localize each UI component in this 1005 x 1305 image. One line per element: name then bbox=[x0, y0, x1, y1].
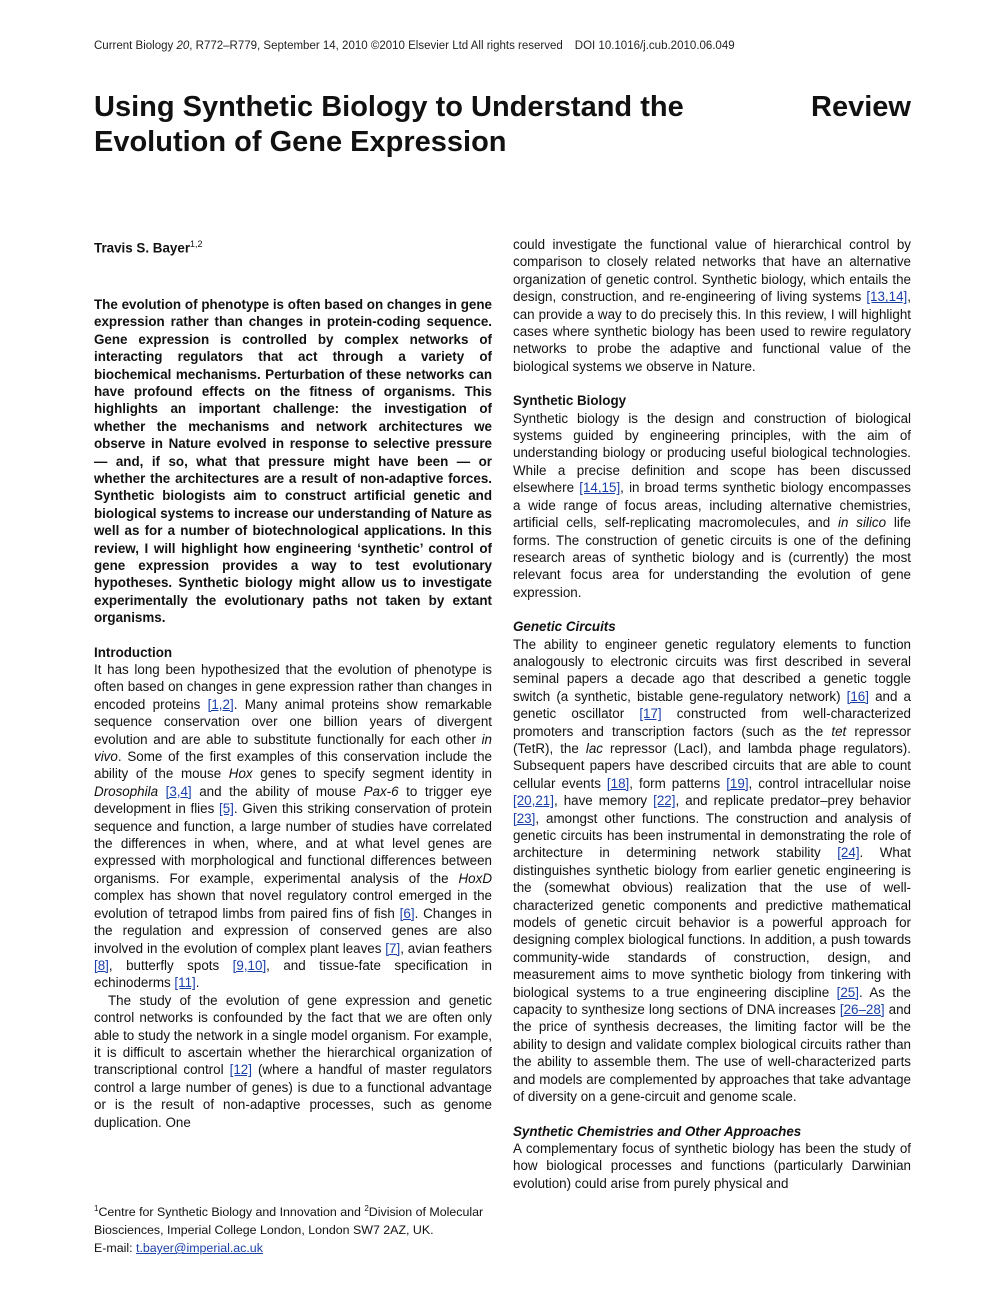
citation-link[interactable]: [25] bbox=[836, 984, 859, 1000]
article-type: Review bbox=[811, 91, 911, 123]
affiliation-marker: 2 bbox=[364, 1204, 369, 1213]
text-run: and the ability of mouse bbox=[191, 783, 364, 799]
author-name: Travis S. Bayer bbox=[94, 240, 191, 256]
italic-term: HoxD bbox=[458, 870, 492, 886]
text-run: . What distinguishes synthetic biology from earlier genetic engineering is the (somewhat obvious) realization that the use of well-characterized genetic components and predictive mathematical models of genetic circuit behavior is a powerful approach for designing complex biological functions. In addition, a push towards community-wide standards of construction, design, and measurement aims to move synthetic biology from tinkering with biological systems to a true engineering discipline bbox=[513, 845, 911, 1000]
text-run: genes to specify segment identity in bbox=[252, 766, 492, 782]
citation-link[interactable]: [20,21] bbox=[513, 793, 554, 809]
citation-link[interactable]: [16] bbox=[846, 688, 869, 704]
introduction-paragraph-2 bbox=[94, 992, 492, 1131]
journal-header bbox=[94, 40, 794, 52]
text-run: , and replicate predator–prey behavior bbox=[675, 793, 911, 809]
left-column bbox=[94, 236, 492, 1131]
italic-term: in silico bbox=[838, 515, 887, 531]
text-run: constructed from well-characterized promoters and transcription factors (such as the bbox=[513, 706, 911, 739]
text-run: and the price of synthesis decreases, the limiting factor will be the ability to design and validate complex biological circuits rather than the ability to assemble them. The use of well-characterized parts and models are complemented by approaches that take advantage of diversity on a gene-circuit and genome scale. bbox=[513, 1002, 911, 1105]
journal-volume: 20 bbox=[176, 40, 190, 52]
citation-link[interactable]: [5] bbox=[218, 801, 234, 817]
text-run: (where a handful of master regulators control a large number of genes) is due to a functional advantage or is the result of non-adaptive processes, such as genome duplication. One bbox=[94, 1062, 492, 1130]
text-run: . As the capacity to synthesize long sections of DNA increases bbox=[513, 984, 911, 1018]
author-email-link[interactable]: t.bayer@imperial.ac.uk bbox=[136, 1241, 263, 1256]
text-run: , control intracellular noise bbox=[748, 775, 911, 791]
text-run: life forms. The construction of genetic circuits is one of the defining research areas of synthetic biology and is (currently) the most relevant focus area for understanding the evolution of gene expression. bbox=[513, 515, 911, 600]
introduction-heading: Introduction bbox=[94, 644, 173, 660]
italic-term: tet bbox=[831, 723, 847, 739]
text-run: . Some of the first examples of this conservation include the ability of the mouse bbox=[94, 749, 492, 782]
intro-continuation bbox=[513, 236, 911, 375]
synthetic-biology-paragraph bbox=[513, 410, 911, 601]
text-run: The study of the evolution of gene expression and genetic control networks is confounded by the fact that we are often only able to study the network in a single model organism. For example, it is difficult to ascertain whether the hierarchical organization of transcriptional control bbox=[94, 992, 492, 1078]
citation-link[interactable]: [22] bbox=[653, 793, 676, 809]
introduction-paragraph-1 bbox=[94, 661, 492, 992]
text-run: It has long been hypothesized that the evolution of phenotype is often based on changes in gene expression rather than changes in encoded proteins bbox=[94, 662, 492, 712]
citation-link[interactable]: [19] bbox=[726, 775, 749, 791]
journal-name: Current Biology bbox=[94, 40, 174, 52]
copyright: ©2010 Elsevier Ltd All rights reserved bbox=[370, 40, 563, 52]
citation-link[interactable]: [3,4] bbox=[165, 783, 192, 799]
genetic-circuits-heading: Genetic Circuits bbox=[513, 619, 616, 635]
italic-term: lac bbox=[585, 740, 603, 756]
affiliation-text: Centre for Synthetic Biology and Innovation and bbox=[98, 1205, 365, 1220]
citation-link[interactable]: [17] bbox=[639, 706, 662, 722]
citation-link[interactable]: [1,2] bbox=[207, 696, 234, 712]
email-label: E-mail: bbox=[94, 1241, 136, 1256]
text-run: , avian feathers bbox=[400, 940, 492, 956]
citation-link[interactable]: [13,14] bbox=[866, 289, 908, 305]
synthetic-biology-heading: Synthetic Biology bbox=[513, 393, 627, 409]
affiliation-marker: 1 bbox=[94, 1204, 99, 1213]
text-run: , and tissue-fate specification in echinoderms bbox=[94, 957, 492, 991]
italic-term: Drosophila bbox=[94, 783, 159, 799]
text-run: . Given this striking conservation of protein sequence and function, a large number of studies have correlated the differences in when, where, and at what level genes are expressed with morphological and functional differences between organisms. For example, experimental analysis of the bbox=[94, 801, 492, 886]
text-run: to trigger eye development in flies bbox=[94, 783, 493, 817]
text-run: , amongst other functions. The construction and analysis of genetic circuits has been instrumental in demonstrating the role of architecture in determining network stability bbox=[513, 810, 911, 861]
author-line bbox=[94, 236, 492, 257]
citation-link[interactable]: [26–28] bbox=[839, 1002, 885, 1018]
citation-link[interactable]: [12] bbox=[229, 1062, 252, 1078]
text-run: repressor (TetR), the bbox=[513, 723, 911, 756]
citation-link[interactable]: [6] bbox=[399, 905, 415, 921]
text-run: , butterfly spots bbox=[108, 957, 233, 973]
text-run: The ability to engineer genetic regulatory elements to function analogously to electronic circuits was first described in several seminal papers a decade ago that described a genetic toggle switch (a synthetic, bistable gene-regulatory network) bbox=[513, 636, 911, 704]
text-run: , form patterns bbox=[629, 775, 727, 791]
text-run bbox=[158, 784, 166, 799]
right-column bbox=[513, 236, 911, 1192]
author-affiliation-markers: 1,2 bbox=[190, 239, 203, 249]
text-run: . Changes in the regulation and expression of conserved genes are also involved in the evolution of complex plant leaves bbox=[94, 905, 493, 956]
synthetic-chemistries-heading: Synthetic Chemistries and Other Approaches bbox=[513, 1123, 802, 1139]
journal-pages: , R772–R779, September 14, 2010 bbox=[189, 40, 368, 52]
citation-link[interactable]: [11] bbox=[174, 975, 196, 991]
text-run: and a genetic oscillator bbox=[513, 688, 911, 722]
affiliation-text: Division of Molecular Biosciences, Imperial College London, London SW7 2AZ, UK. bbox=[94, 1205, 484, 1238]
italic-term: Pax-6 bbox=[363, 783, 399, 799]
synthetic-chemistries-paragraph: A complementary focus of synthetic biology has been the study of how biological processes and functions (particularly Darwinian evolution) could arise from purely physical and bbox=[513, 1140, 911, 1191]
citation-link[interactable]: [14,15] bbox=[579, 480, 621, 496]
italic-term: Hox bbox=[228, 766, 253, 782]
text-run: repressor (LacI), and lambda phage regulators). Subsequent papers have described circuits that are able to count cellular events bbox=[513, 740, 911, 791]
text-run: , can provide a way to do precisely this. In this review, I will highlight cases where synthetic biology has been used to rewire regulatory networks to probe the adaptive and functional value of the biological systems we observe in Nature. bbox=[513, 289, 911, 374]
citation-link[interactable]: [9,10] bbox=[232, 957, 267, 973]
affiliation-footnote bbox=[94, 1200, 492, 1257]
text-run: could investigate the functional value of hierarchical control by comparison to closely related networks that have an alternative organization of genetic control. Synthetic biology, which entails the design, construction, and re-engineering of living systems bbox=[513, 237, 911, 305]
abstract: The evolution of phenotype is often based on changes in gene expression rather than changes in protein-coding sequence. Gene expression is controlled by complex networks of interacting regulators that act through a variety of biochemical mechanisms. Perturbation of these networks can have profound effects on the fitness of organisms. This highlights an important challenge: the investigation of whether the mechanisms and network architectures we observe in Nature evolved in response to selective pressure — and, if so, what that pressure might have been — or whether the architectures are a result of non-adaptive forces. Synthetic biologists aim to construct artificial genetic and biological systems to increase our understanding of Nature as well as for a number of biotechnological applications. In this review, I will highlight how engineering ‘synthetic’ control of gene expression provides a way to test evolutionary hypotheses. Synthetic biology might allow us to investigate experimentally the evolutionary paths not taken by extant organisms. bbox=[94, 296, 492, 626]
citation-link[interactable]: [24] bbox=[837, 845, 860, 861]
text-run: . bbox=[195, 975, 200, 991]
citation-link[interactable]: [8] bbox=[94, 957, 109, 973]
doi: DOI 10.1016/j.cub.2010.06.049 bbox=[574, 40, 735, 52]
genetic-circuits-paragraph bbox=[513, 636, 911, 1106]
text-run: , in broad terms synthetic biology encompasses a wide range of focus areas, including alternative chemistries, artificial cells, self-replicating macromolecules, and bbox=[513, 480, 911, 531]
text-run: , have memory bbox=[553, 793, 654, 809]
text-run: complex has shown that novel regulatory control emerged in the evolution of tetrapod limbs from paired fins of fish bbox=[94, 888, 492, 921]
italic-term: in vivo bbox=[94, 731, 492, 765]
citation-link[interactable]: [18] bbox=[606, 775, 630, 791]
citation-link[interactable]: [23] bbox=[513, 810, 536, 826]
text-run: Synthetic biology is the design and construction of biological systems guided by engineering principles, with the aim of understanding biology or producing useful biological technologies. While a precise definition and scope has been discussed elsewhere bbox=[513, 410, 911, 496]
citation-link[interactable]: [7] bbox=[385, 940, 401, 956]
text-run: . Many animal proteins show remarkable sequence conservation over one billion years of divergent evolution and are able to substitute functionally for each other bbox=[94, 696, 492, 747]
article-title: Using Synthetic Biology to Understand the Evolution of Gene Expression bbox=[94, 91, 684, 158]
